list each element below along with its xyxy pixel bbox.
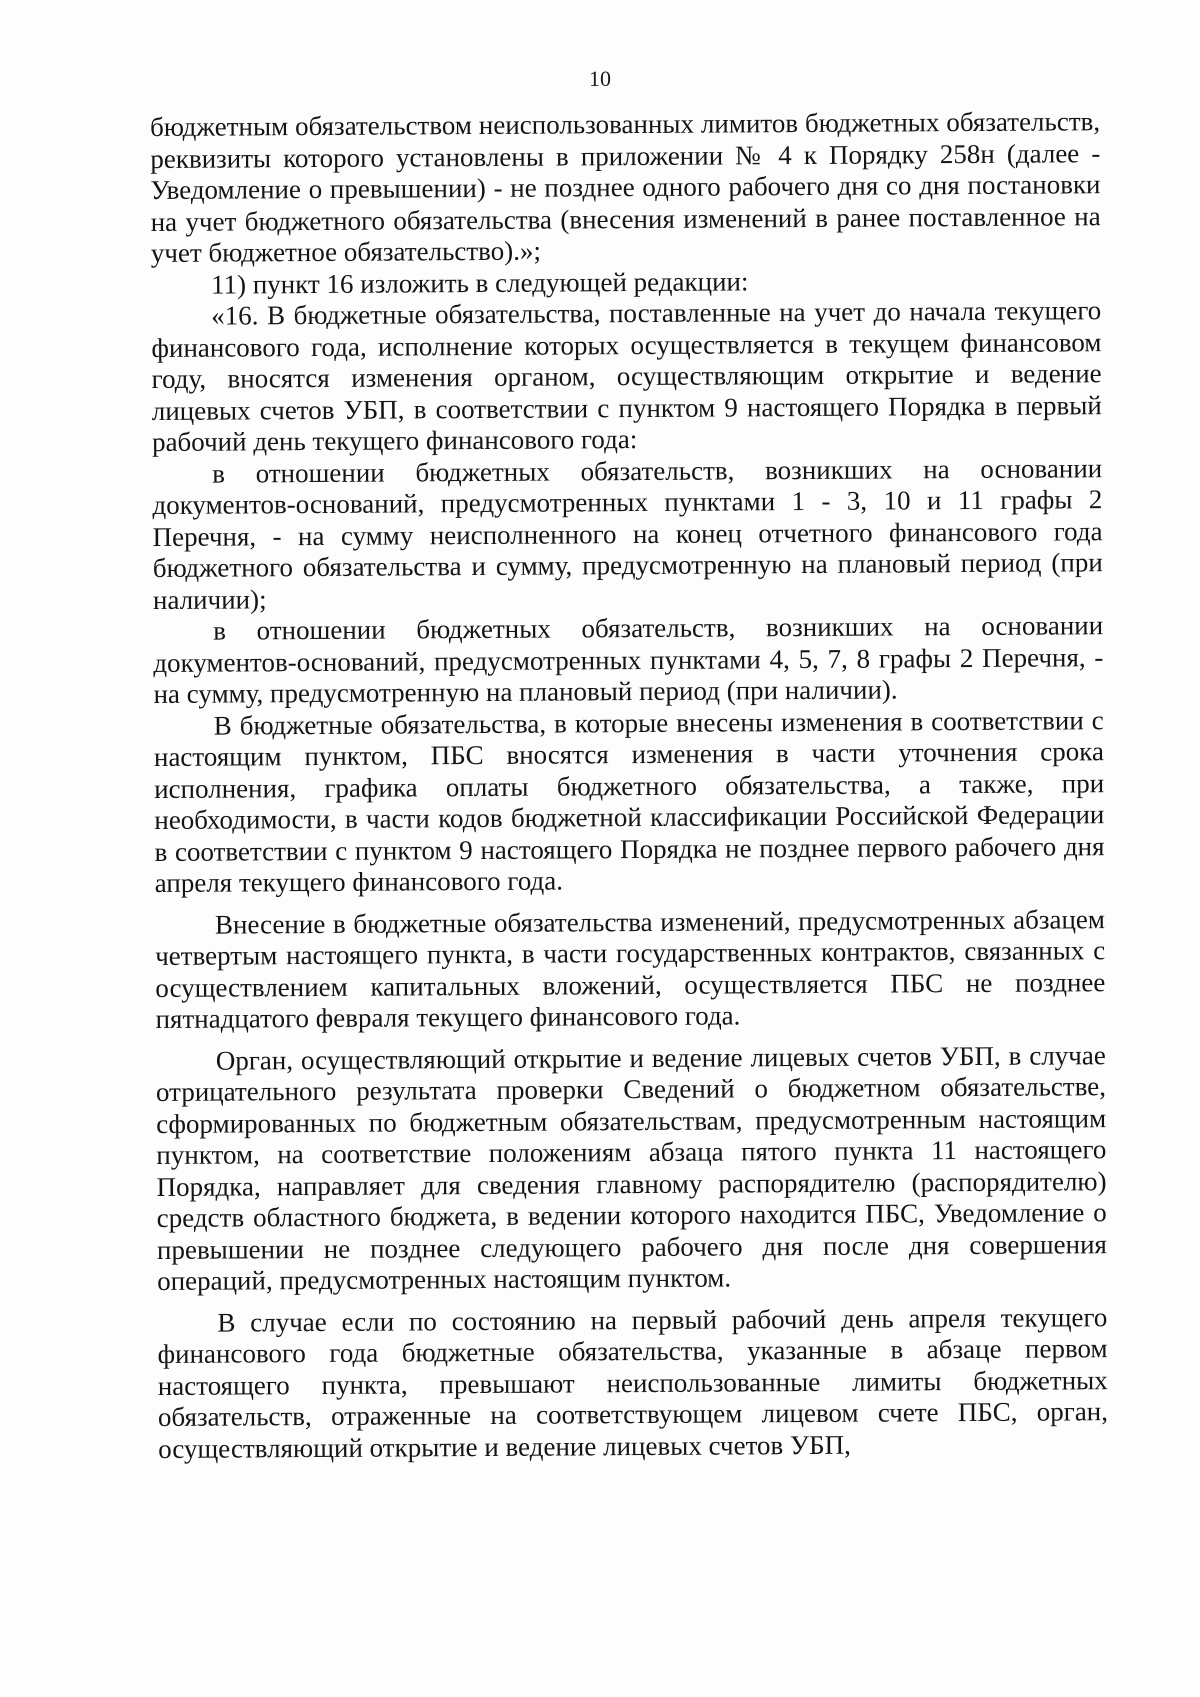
paragraph-obligations-1: в отношении бюджетных обязательств, возникших на основании документов-оснований, предусмотренных пунктами 1 - 3, 10 и 11 графы 2 Перечня, - на сумму неисполненного на конец отчетного финансового года бюджетного обязательства и сумму, предусмотренную на плановый период (при наличии);	[152, 452, 1103, 615]
paragraph-obligations-2: в отношении бюджетных обязательств, возникших на основании документов-оснований, предусмотренных пунктами 4, 5, 7, 8 графы 2 Перечня, - на сумму, предусмотренную на плановый период (при наличии).	[153, 610, 1104, 709]
paragraph-continuation: бюджетным обязательством неиспользованных лимитов бюджетных обязательств, реквизиты которого установлены в приложении № 4 к Порядку 258н (далее - Уведомление о превышении) - не позднее одного рабочего дня со дня постановки на учет бюджетного обязательства (внесения изменений в ранее поставленное на учет бюджетное обязательство).»;	[150, 106, 1101, 268]
paragraph-capital-investments: Внесение в бюджетные обязательства изменений, предусмотренных абзацем четвертым настоящего пункта, в части государственных контрактов, связанных с осуществлением капитальных вложений, осуществляется ПБС не позднее пятнадцатого февраля текущего финансового года.	[155, 903, 1106, 1034]
paragraph-point-16: «16. В бюджетные обязательства, поставленные на учет до начала текущего финансового года, исполнение которых осуществляется в текущем финансовом году, вносятся изменения органом, осуществляющим открытие и ведение лицевых счетов УБП, в соответствии с пунктом 9 настоящего Порядка в первый рабочий день текущего финансового года:	[151, 295, 1102, 457]
paragraph-april-check: В случае если по состоянию на первый рабочий день апреля текущего финансового года бюджетные обязательства, указанные в абзаце первом настоящего пункта, превышают неиспользованные лимиты бюджетных обязательств, отраженные на соответствующем лицевом счете ПБС, орган, осуществляющий открытие и ведение лицевых счетов УБП,	[157, 1301, 1109, 1464]
document-body	[150, 106, 1108, 1465]
page-number: 10	[589, 66, 611, 91]
paragraph-item-11: 11) пункт 16 изложить в следующей редакции:	[210, 265, 749, 300]
paragraph-changes: В бюджетные обязательства, в которые внесены изменения в соответствии с настоящим пунктом, ПБС вносятся изменения в части уточнения срока исполнения, графика оплаты бюджетного обязательства, а также, при необходимости, в части кодов бюджетной классификации Российской Федерации в соответствии с пунктом 9 настоящего Порядка не позднее первого рабочего дня апреля текущего финансового года.	[153, 704, 1105, 898]
paragraph-negative-check: Орган, осуществляющий открытие и ведение лицевых счетов УБП, в случае отрицательного результата проверки Сведений о бюджетном обязательстве, сформированных по бюджетным обязательствам, предусмотренным настоящим пунктом, на соответствие положениям абзаца пятого пункта 11 настоящего Порядка, направляет для сведения главному распорядителю (распорядителю) средств областного бюджета, в ведении которого находится ПБС, Уведомление о превышении не позднее следующего рабочего дня после дня совершения операций, предусмотренных настоящим пунктом.	[155, 1039, 1108, 1296]
